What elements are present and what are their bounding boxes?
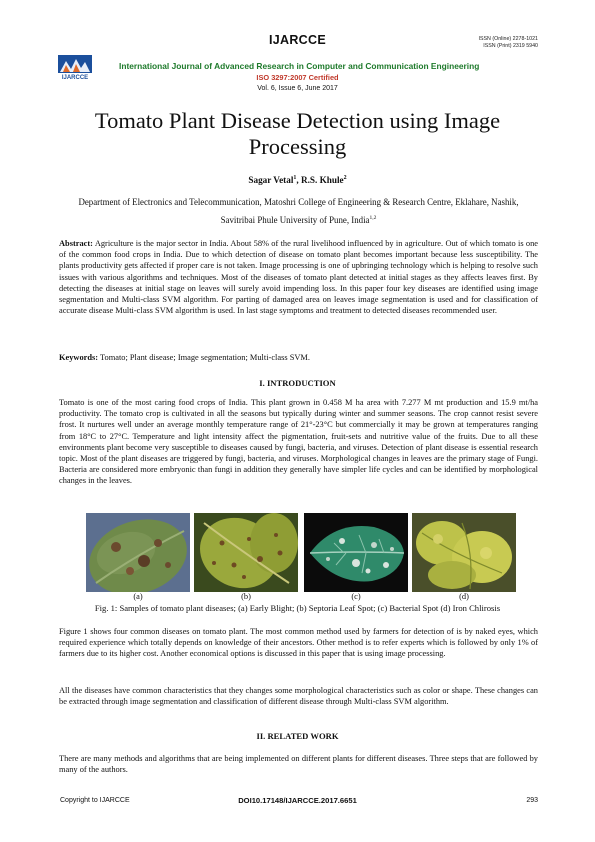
author-1: Sagar Vetal bbox=[248, 175, 294, 186]
section-heading-related-work: II. RELATED WORK bbox=[256, 731, 339, 741]
figure-label-d: (d) bbox=[459, 592, 469, 601]
abstract bbox=[59, 238, 538, 316]
author-2-affiliation-mark: 2 bbox=[343, 175, 347, 181]
introduction-paragraph: Tomato is one of the most caring food crops of India. This plant grown in 0.458 M ha area with 7.277 M mt production and 15.9 mt/ha productivity. The tomato crop is cultivated in all the seasons but typically during winter and summer seasons. The crop cannot resist severe frost. It nurtures well under an average monthly temperature range of 21°-23°C but commercially it may be grown at temperatures ranging from 18°C to 27°C. Temperature and light intensity affect the pigmentation, fruit-sets and nutritive value of the fruits. Due to all these environments plant become very susceptible to diseases caused by fungi, bacteria, and viruses. Detection of plant disease is essential research topic. Most of the plant diseases are triggered by fungi, bacteria, and viruses. Morphological changes in leaves are the primary stage of Fungi. Bacteria are considered more embryonic than fungi in addition they generally have simpler life cycles and can be identified by morphological changes in the leaves. bbox=[59, 398, 538, 486]
figure-label-c: (c) bbox=[351, 592, 361, 601]
affiliation-marks: 1,2 bbox=[369, 215, 377, 221]
journal-title: International Journal of Advanced Research in Computer and Communication Engineering bbox=[119, 61, 480, 71]
authors bbox=[0, 175, 595, 185]
journal-abbreviation: IJARCCE bbox=[269, 33, 326, 47]
affiliation-text: Department of Electronics and Telecommunication, Matoshri College of Engineering & Research Centre, Eklahare, Nashik, Savitribai Phule University of Pune, India bbox=[78, 197, 519, 225]
volume-issue: Vol. 6, Issue 6, June 2017 bbox=[257, 85, 338, 92]
common-characteristics-paragraph: All the diseases have common characteristics that they changes some morphological characteristics such as color or shape. These changes can be extracted through image segmentation and classification of different disease through Multi-class SVM algorithm. bbox=[59, 686, 538, 707]
affiliation bbox=[62, 194, 535, 228]
iso-certification: ISO 3297:2007 Certified bbox=[256, 73, 339, 82]
figure-discussion-paragraph: Figure 1 shows four common diseases on tomato plant. The most common method used by farmers for detection of is by naked eyes, which required experience which totally depends on knowledge of their ancestors. Other method is to refer experts which is followed by only 1% of farmers due to its higher cost. Another economical options is discussed in this paper that is using image processing. bbox=[59, 627, 538, 659]
keywords bbox=[59, 352, 538, 363]
author-2: R.S. Khule bbox=[300, 175, 344, 186]
section-heading-introduction: I. INTRODUCTION bbox=[259, 378, 336, 388]
issn-print: ISSN (Print) 2319 5940 bbox=[483, 43, 538, 49]
footer-doi: DOI10.17148/IJARCCE.2017.6651 bbox=[238, 796, 357, 805]
footer-page-number: 293 bbox=[526, 797, 538, 804]
figure-image-septoria-leaf-spot bbox=[194, 513, 298, 592]
figure-caption: Fig. 1: Samples of tomato plant diseases; (a) Early Blight; (b) Septoria Leaf Spot; (c) Bacterial Spot (d) Iron Chlirosis bbox=[94, 603, 501, 613]
figure-image-iron-chlorosis bbox=[412, 513, 516, 592]
abstract-text: Agriculture is the major sector in India. About 58% of the rural livelihood influenced by in agriculture. Out of which tomato is one of the common food crops in India. Due to which detection of disease on tomato plant becomes important because less susceptibility. The plants productivity gets affected if proper care is not taken. Image processing is one of upbringing technology which is helping to resolve such issues with various algorithms and techniques. Most of the diseases of tomato plant detected at initial stages as they affects leaves first. By detecting the diseases at initial stage on leaves will surely avoid impending loss. In this paper four key diseases are identified using image segmentation and Multi-class SVM algorithm. For parting of damaged area on leaves image segmentation is used and for classification of accurate disease Multi-class SVM algorithm is used. In last stage symptoms and treatment to detected diseases recommended user. bbox=[59, 239, 538, 316]
issn-online: ISSN (Online) 2278-1021 bbox=[478, 36, 538, 42]
issn-block bbox=[479, 36, 538, 50]
paper-title: Tomato Plant Disease Detection using Image Processing bbox=[94, 108, 501, 159]
abstract-label: Abstract: bbox=[59, 239, 93, 248]
figure-image-early-blight bbox=[86, 513, 190, 592]
figure-label-a: (a) bbox=[133, 592, 143, 601]
logo-text: IJARCCE bbox=[61, 75, 89, 80]
author-separator: , bbox=[296, 175, 301, 186]
footer-copyright: Copyright to IJARCCE bbox=[60, 797, 130, 804]
keywords-label: Keywords: bbox=[59, 353, 99, 362]
keywords-text: Tomato; Plant disease; Image segmentation; Multi-class SVM. bbox=[98, 353, 310, 362]
author-1-affiliation-mark: 1 bbox=[293, 175, 297, 181]
related-work-paragraph: There are many methods and algorithms that are being implemented on different plants for different diseases. Three steps that are followed by many of the authors. bbox=[59, 754, 538, 775]
figure-label-b: (b) bbox=[241, 592, 251, 601]
figure-image-bacterial-spot bbox=[304, 513, 408, 592]
